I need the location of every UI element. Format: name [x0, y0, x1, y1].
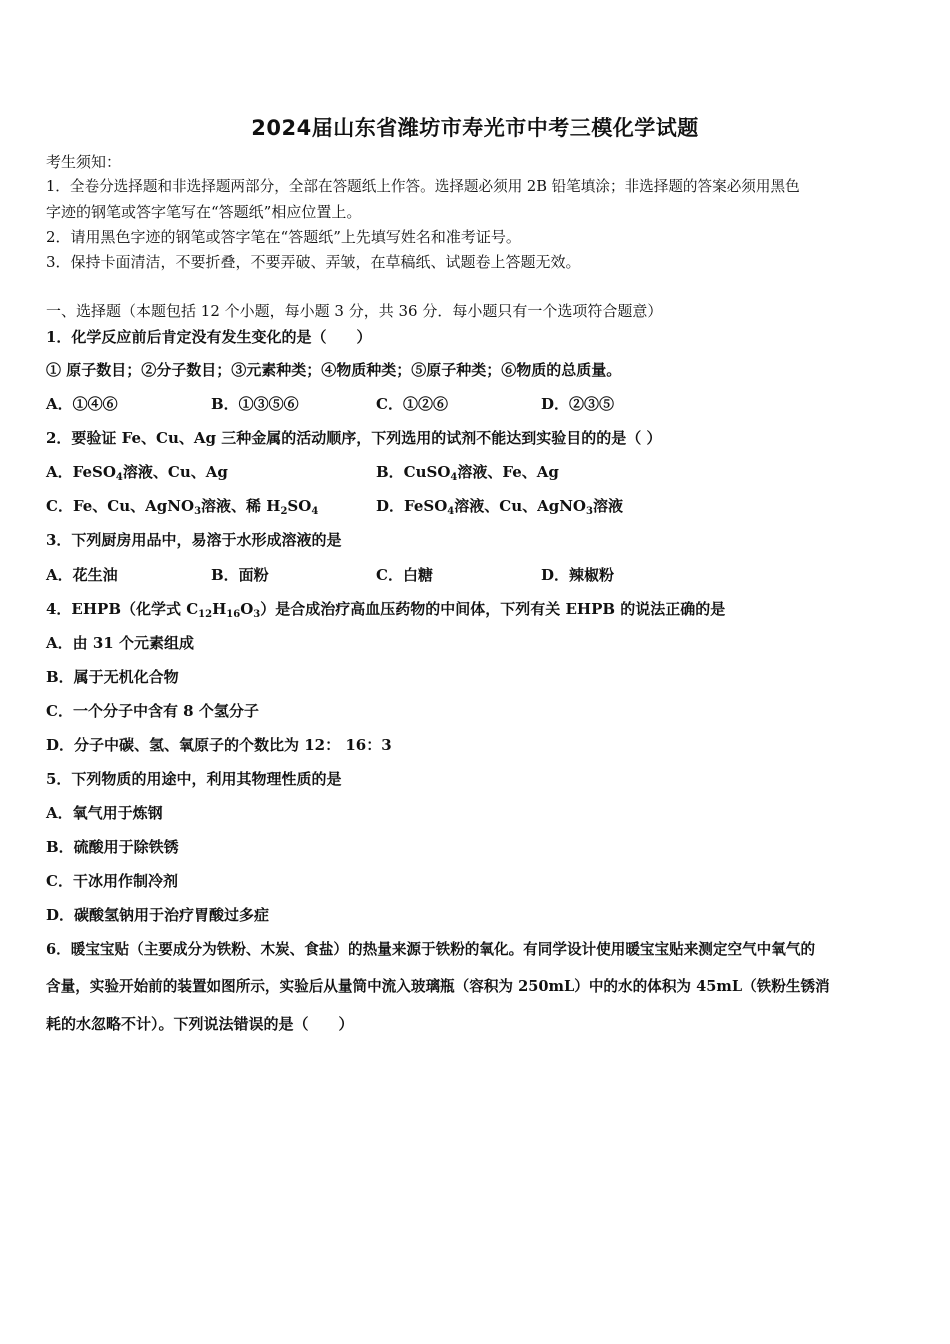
q2-option-b: B．CuSO$_4$溶液、Fe、Ag: [376, 463, 559, 483]
q1-items: ① 原子数目；②分子数目；③元素种类；④物质种类；⑤原子种类；⑥物质的总质量。: [46, 361, 622, 379]
notice-item-1-cont: 字迹的钢笔或答字笔写在“答题纸”相应位置上。: [46, 203, 362, 221]
q5-option-d: D．碳酸氢钠用于治疗胃酸过多症: [46, 906, 270, 924]
q6-stem-line-1: 6．暖宝宝贴（主要成分为铁粉、木炭、食盐）的热量来源于铁粉的氧化。有同学设计使用暖宝宝贴来测定空气中氧气的: [46, 941, 816, 958]
q4-option-d: D．分子中碳、氢、氧原子的个数比为 12： 16：3: [46, 736, 392, 754]
q2-option-a: A．FeSO$_4$溶液、Cu、Ag: [46, 463, 228, 483]
exam-title: 2024届山东省潍坊市寿光市中考三模化学试题: [251, 116, 699, 140]
q2-stem: 2．要验证 Fe、Cu、Ag 三种金属的活动顺序，下列选用的试剂不能达到实验目的的是（ ）: [46, 429, 662, 447]
q1-option-a: A．①④⑥: [46, 395, 118, 413]
q1-option-d: D．②③⑤: [541, 395, 615, 413]
q6-stem-line-3: 耗的水忽略不计）。下列说法错误的是（ ）: [46, 1015, 354, 1033]
q6-stem-line-2: 含量，实验开始前的装置如图所示，实验后从量筒中流入玻璃瓶（容积为 250mL）中的水的体积为 45mL（铁粉生锈消: [46, 978, 830, 995]
q2-option-c: C．Fe、Cu、AgNO$_3$溶液、稀 $H_2SO_4$: [46, 497, 319, 517]
q5-stem: 5．下列物质的用途中，利用其物理性质的是: [46, 770, 342, 788]
q3-option-a: A．花生油: [46, 566, 118, 584]
q2-option-d: D．FeSO$_4$溶液、Cu、AgNO$_3$溶液: [376, 497, 623, 517]
q5-option-a: A．氧气用于炼钢: [46, 804, 163, 822]
notice-heading: 考生须知：: [46, 153, 122, 171]
q5-option-b: B．硫酸用于除铁锈: [46, 838, 179, 856]
q3-option-d: D．辣椒粉: [541, 566, 615, 584]
q3-stem: 3．下列厨房用品中，易溶于水形成溶液的是: [46, 531, 342, 549]
section-heading: 一、选择题（本题包括 12 个小题，每小题 3 分，共 36 分．每小题只有一个选项符合题意）: [46, 302, 663, 320]
q5-option-c: C．干冰用作制冷剂: [46, 872, 178, 890]
q1-option-b: B．①③⑤⑥: [211, 395, 299, 413]
q3-option-b: B．面粉: [211, 566, 269, 584]
notice-item-1: 1．全卷分选择题和非选择题两部分，全部在答题纸上作答。选择题必须用 2B 铅笔填涂；非选择题的答案必须用黑色: [46, 178, 800, 195]
q4-option-a: A．由 31 个元素组成: [46, 634, 194, 652]
q3-option-c: C．白糖: [376, 566, 433, 584]
q4-option-c: C．一个分子中含有 8 个氢分子: [46, 702, 259, 720]
notice-item-2: 2．请用黑色字迹的钢笔或答字笔在“答题纸”上先填写姓名和准考证号。: [46, 228, 521, 246]
q1-stem: 1．化学反应前后肯定没有发生变化的是（ ）: [46, 328, 372, 346]
q1-option-c: C．①②⑥: [376, 395, 448, 413]
notice-item-3: 3．保持卡面清洁，不要折叠，不要弄破、弄皱，在草稿纸、试题卷上答题无效。: [46, 253, 581, 271]
q4-stem: 4．EHPB（化学式 $C_{12}H_{16}O_3$）是合成治疗高血压药物的中间体，下列有关 EHPB 的说法正确的是: [46, 600, 726, 620]
q4-option-b: B．属于无机化合物: [46, 668, 179, 686]
